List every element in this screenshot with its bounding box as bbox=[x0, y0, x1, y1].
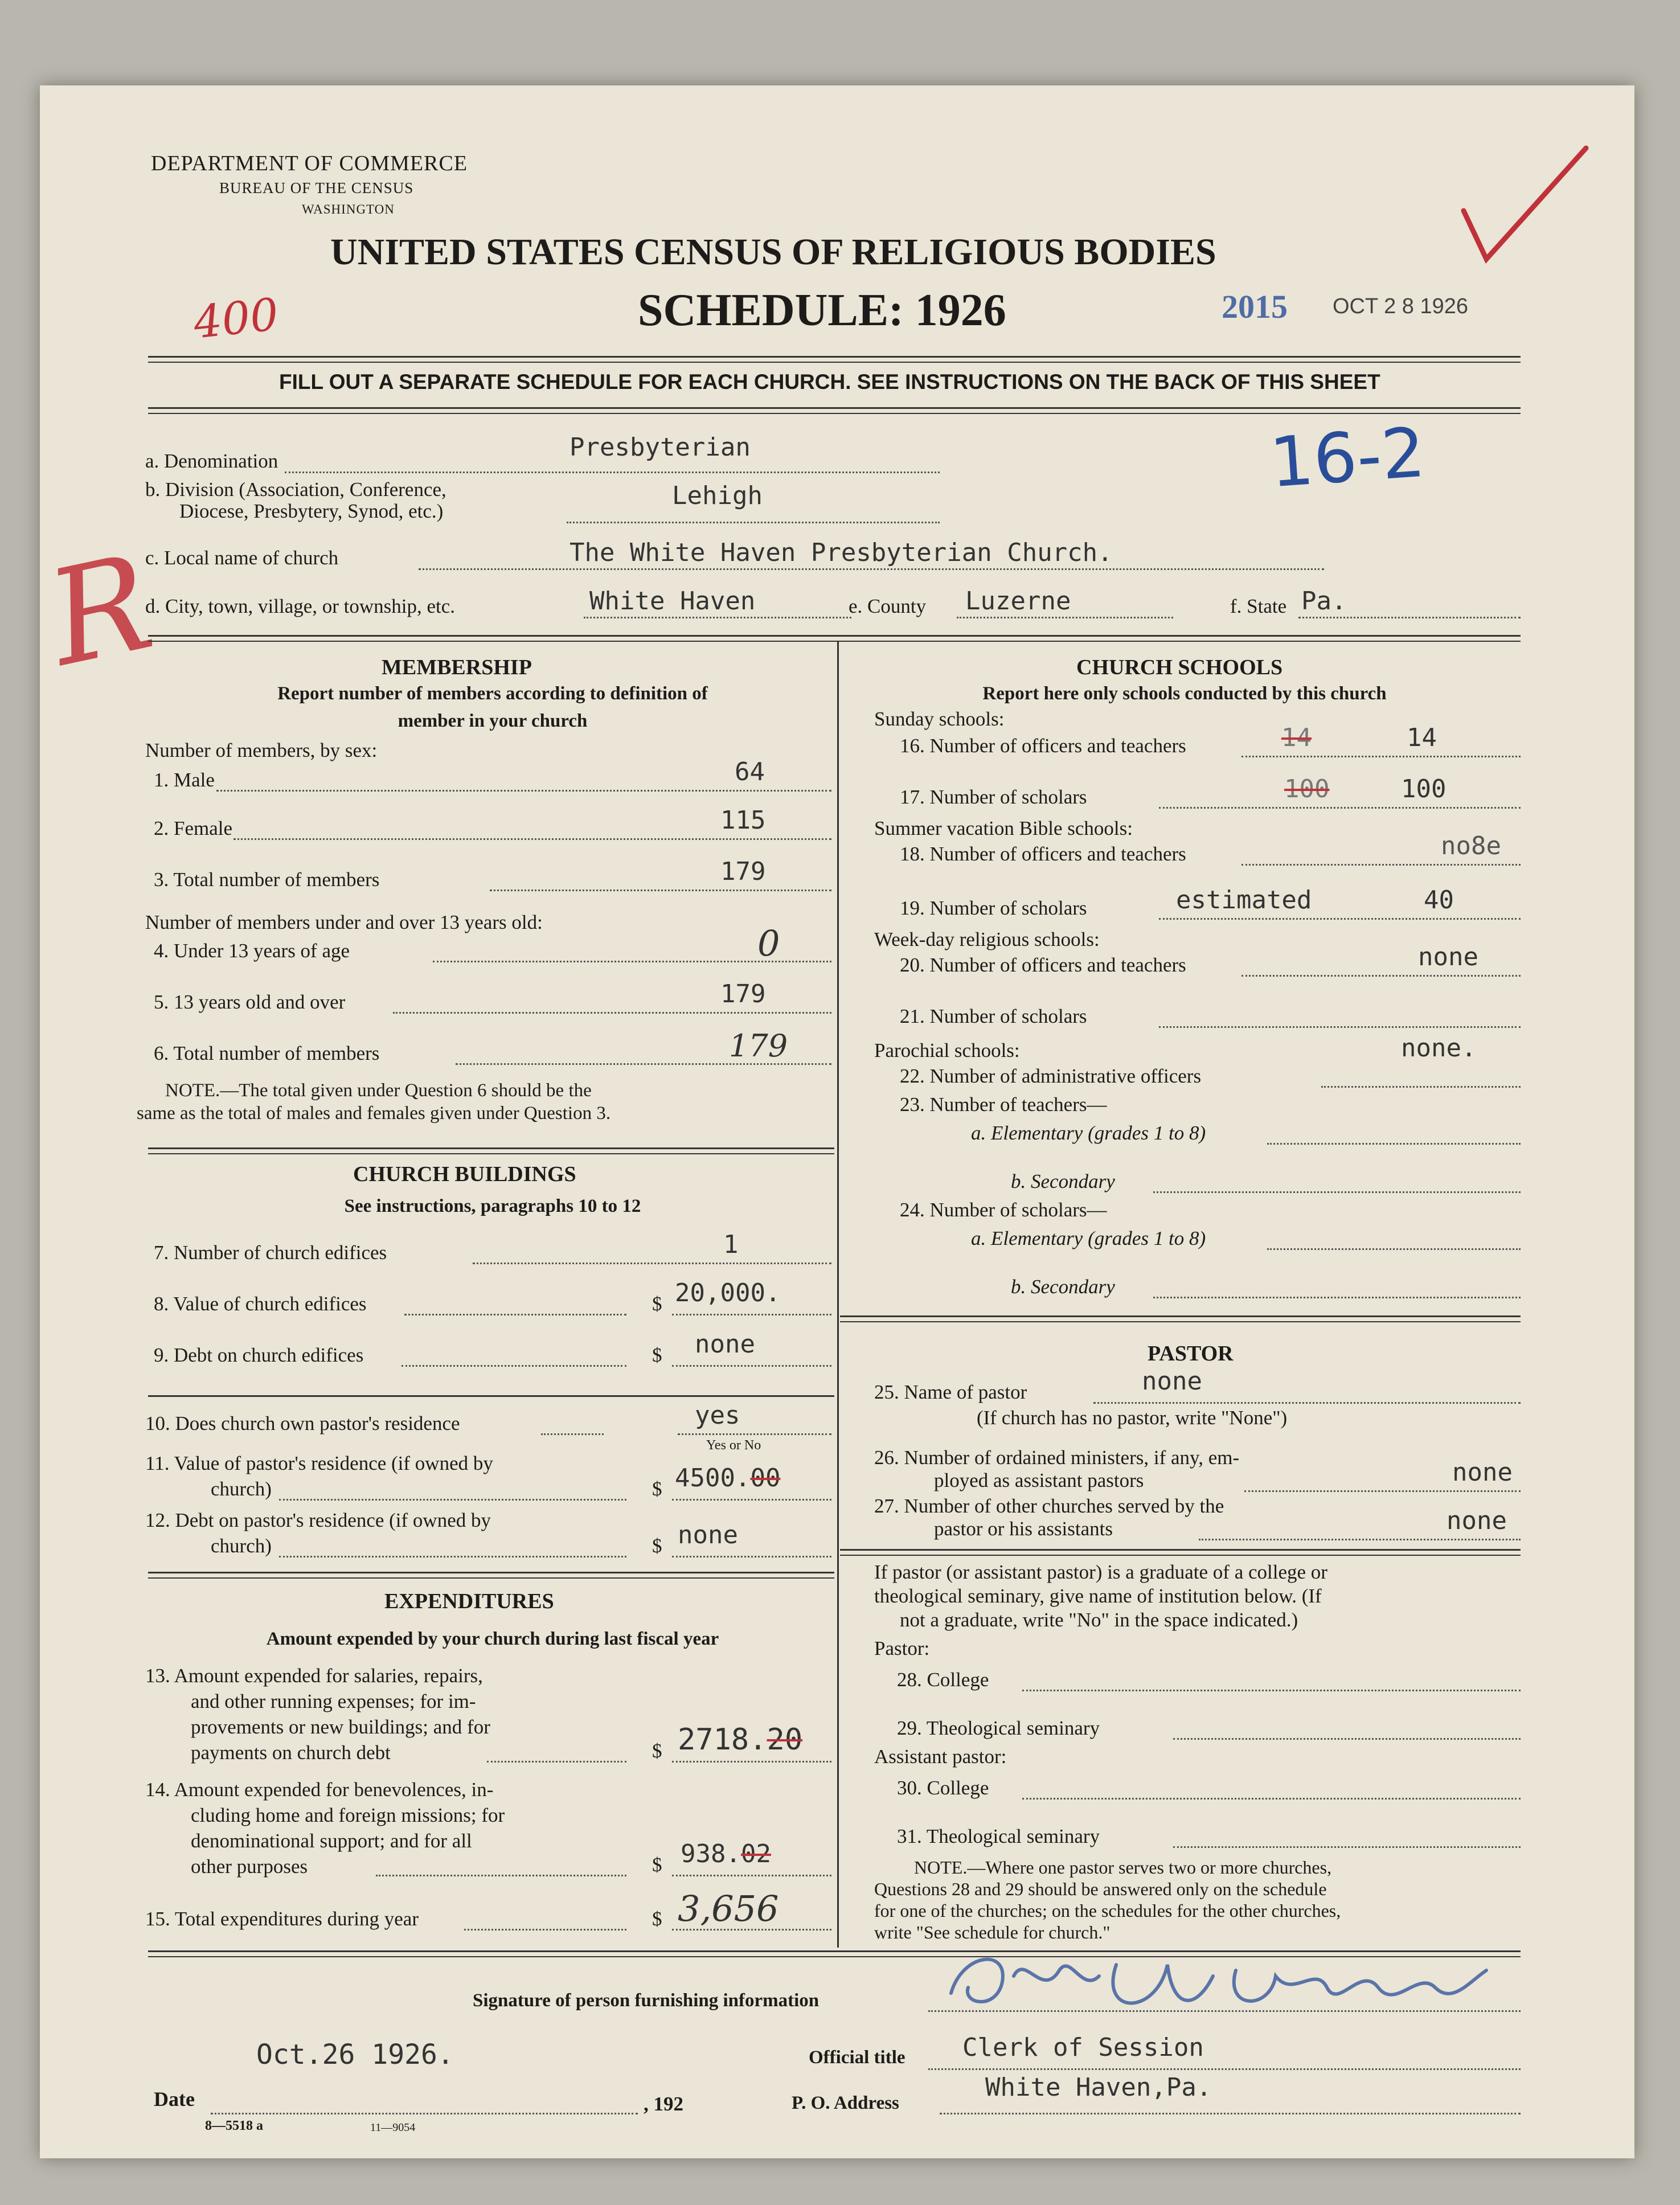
q14-line bbox=[376, 1875, 626, 1876]
denomination-value: Presbyterian bbox=[569, 433, 751, 462]
form-title: UNITED STATES CENSUS OF RELIGIOUS BODIES bbox=[330, 231, 1216, 273]
buildings-heading: CHURCH BUILDINGS bbox=[353, 1162, 576, 1186]
q28-label: 28. College bbox=[897, 1669, 989, 1691]
q12-label-2: church) bbox=[211, 1535, 272, 1557]
q24a-line bbox=[1267, 1248, 1521, 1250]
division-line bbox=[567, 522, 940, 523]
q10-line bbox=[541, 1433, 604, 1435]
q3-value: 179 bbox=[720, 857, 766, 886]
q27-line bbox=[1199, 1539, 1521, 1540]
q13-struck: 20 bbox=[767, 1723, 803, 1757]
schedule-title: SCHEDULE: 1926 bbox=[638, 285, 1006, 335]
q13-line-3: provements or new buildings; and for bbox=[191, 1716, 490, 1738]
q23a-label: a. Elementary (grades 1 to 8) bbox=[971, 1122, 1206, 1144]
q5-line bbox=[393, 1012, 831, 1014]
instruction-banner: FILL OUT A SEPARATE SCHEDULE FOR EACH CHURCH. SEE INSTRUCTIONS ON THE BACK OF THIS SHEET bbox=[279, 370, 1380, 394]
city-value: White Haven bbox=[589, 587, 756, 616]
q8-line bbox=[404, 1314, 626, 1315]
q24b-line bbox=[1153, 1297, 1521, 1298]
q13-amount-line bbox=[672, 1761, 831, 1763]
q13-line bbox=[487, 1761, 626, 1763]
check-mark-icon bbox=[1447, 137, 1595, 268]
q13-value: 2718.20 bbox=[678, 1723, 803, 1757]
q23b-line bbox=[1153, 1191, 1521, 1193]
stamp-date: OCT 2 8 1926 bbox=[1333, 294, 1469, 318]
q19-line bbox=[1159, 918, 1521, 920]
q11-line bbox=[279, 1499, 626, 1501]
q8-label: 8. Value of church edifices bbox=[154, 1293, 367, 1315]
q20-label: 20. Number of officers and teachers bbox=[900, 954, 1186, 976]
q8-amount-line bbox=[672, 1314, 831, 1315]
pastor-note-2: Questions 28 and 29 should be answered only on the schedule bbox=[874, 1879, 1327, 1899]
q23a-line bbox=[1267, 1143, 1521, 1145]
parochial-label: Parochial schools: bbox=[874, 1039, 1020, 1061]
denomination-label: a. Denomination bbox=[145, 450, 278, 472]
q16-line bbox=[1241, 756, 1521, 757]
denomination-line bbox=[285, 472, 940, 473]
q25-line bbox=[1093, 1402, 1521, 1404]
q30-label: 30. College bbox=[897, 1777, 989, 1799]
official-title-value: Clerk of Session bbox=[962, 2033, 1204, 2062]
po-address-value: White Haven,Pa. bbox=[985, 2073, 1212, 2102]
ident-rule bbox=[148, 635, 1521, 642]
q13-line-1: 13. Amount expended for salaries, repairs, bbox=[145, 1665, 483, 1687]
membership-sub-2: member in your church bbox=[398, 711, 588, 731]
q12-label-1: 12. Debt on pastor's residence (if owned by bbox=[145, 1509, 491, 1531]
division-label-2: Diocese, Presbytery, Synod, etc.) bbox=[179, 500, 444, 522]
q11-label-2: church) bbox=[211, 1478, 272, 1500]
q24-label: 24. Number of scholars— bbox=[900, 1199, 1107, 1221]
q11-value: 4500.00 bbox=[675, 1464, 781, 1493]
membership-rule bbox=[148, 1147, 834, 1154]
q13-line-4: payments on church debt bbox=[191, 1741, 391, 1764]
stamp-number: 2015 bbox=[1222, 288, 1288, 325]
q28-line bbox=[1022, 1690, 1521, 1691]
q18-value: no8e bbox=[1441, 831, 1501, 860]
q14-line-3: denominational support; and for all bbox=[191, 1830, 472, 1852]
q8-dollar: $ bbox=[652, 1293, 662, 1315]
county-line bbox=[957, 617, 1173, 618]
q9-dollar: $ bbox=[652, 1344, 662, 1366]
q20-value: none bbox=[1418, 942, 1478, 972]
q18-line bbox=[1241, 864, 1521, 866]
q5-value: 179 bbox=[720, 979, 766, 1009]
q21-line bbox=[1159, 1026, 1521, 1028]
q2-label: 2. Female bbox=[154, 817, 233, 839]
q22-label: 22. Number of administrative officers bbox=[900, 1065, 1202, 1087]
q10-hint: Yes or No bbox=[706, 1438, 761, 1453]
parochial-value: none. bbox=[1401, 1034, 1477, 1063]
grad-line-2: theological seminary, give name of institution below. (If bbox=[874, 1585, 1322, 1607]
date-label: Date bbox=[154, 2088, 195, 2110]
q17-label: 17. Number of scholars bbox=[900, 786, 1087, 808]
census-schedule-sheet bbox=[36, 85, 1634, 2158]
q2-line bbox=[233, 838, 831, 840]
q11-amount-line bbox=[672, 1499, 831, 1501]
schools-rule bbox=[840, 1315, 1521, 1322]
q17-struck: 100 bbox=[1284, 774, 1330, 804]
membership-heading: MEMBERSHIP bbox=[382, 655, 532, 679]
q12-dollar: $ bbox=[652, 1535, 662, 1557]
q15-value: 3,656 bbox=[678, 1888, 779, 1929]
q26-value: none bbox=[1452, 1458, 1513, 1487]
q15-line bbox=[464, 1929, 626, 1931]
q14-line-2: cluding home and foreign missions; for bbox=[191, 1804, 505, 1826]
signature-label: Signature of person furnishing information bbox=[473, 1990, 819, 2011]
q27-label-1: 27. Number of other churches served by the bbox=[874, 1495, 1224, 1517]
q12-amount-line bbox=[672, 1556, 831, 1558]
po-address-label: P. O. Address bbox=[792, 2093, 899, 2113]
print-number: 11—9054 bbox=[370, 2121, 416, 2134]
county-label: e. County bbox=[849, 595, 927, 617]
signature-image bbox=[928, 1931, 1498, 2027]
q29-label: 29. Theological seminary bbox=[897, 1717, 1100, 1739]
church-name-line bbox=[419, 568, 1324, 570]
q3-line bbox=[490, 890, 831, 891]
buildings-rule bbox=[148, 1572, 834, 1579]
q16-value: 14 bbox=[1407, 723, 1437, 752]
pastor-heading: PASTOR bbox=[1148, 1342, 1234, 1366]
q14-dollar: $ bbox=[652, 1854, 662, 1876]
q14-label bbox=[145, 1777, 505, 1879]
q2-value: 115 bbox=[720, 806, 766, 835]
city-label: WASHINGTON bbox=[302, 202, 395, 216]
q24b-label: b. Secondary bbox=[1011, 1276, 1115, 1298]
by-sex-label: Number of members, by sex: bbox=[145, 739, 378, 761]
sunday-label: Sunday schools: bbox=[874, 708, 1005, 730]
pastor-rule bbox=[840, 1549, 1521, 1556]
q7-line bbox=[473, 1263, 831, 1264]
weekday-label: Week-day religious schools: bbox=[874, 928, 1100, 950]
date-value: Oct.26 1926. bbox=[256, 2039, 454, 2071]
q6-label: 6. Total number of members bbox=[154, 1042, 380, 1064]
q25-hint: (If church has no pastor, write "None") bbox=[977, 1407, 1288, 1429]
q13-line-2: and other running expenses; for im- bbox=[191, 1690, 476, 1712]
q10-answer-line bbox=[678, 1433, 831, 1435]
city-label: d. City, town, village, or township, etc. bbox=[145, 595, 456, 617]
q14-line-4: other purposes bbox=[191, 1855, 308, 1878]
q20-line bbox=[1241, 975, 1521, 977]
graduate-instructions bbox=[874, 1560, 1327, 1632]
county-value: Luzerne bbox=[965, 587, 1071, 616]
handwritten-number: 400 bbox=[191, 289, 281, 349]
state-value: Pa. bbox=[1301, 587, 1347, 616]
q7-label: 7. Number of church edifices bbox=[154, 1241, 387, 1264]
header-rule-top bbox=[148, 356, 1521, 363]
q17-line bbox=[1159, 807, 1521, 809]
pastor-note-3: for one of the churches; on the schedules for the other churches, bbox=[874, 1900, 1341, 1921]
membership-note-1: NOTE.—The total given under Question 6 should be the bbox=[165, 1080, 592, 1101]
city-line bbox=[584, 617, 851, 618]
q24a-label: a. Elementary (grades 1 to 8) bbox=[971, 1227, 1206, 1249]
header-rule-bottom bbox=[148, 407, 1521, 414]
q31-line bbox=[1173, 1846, 1521, 1848]
q14-value: 938.02 bbox=[681, 1839, 771, 1868]
state-label: f. State bbox=[1230, 595, 1287, 617]
division-label-1: b. Division (Association, Conference, bbox=[145, 478, 446, 501]
q6-value: 179 bbox=[729, 1028, 788, 1064]
pastor-note-4: write "See schedule for church." bbox=[874, 1922, 1111, 1942]
schools-heading: CHURCH SCHOOLS bbox=[1076, 655, 1283, 679]
q9-label: 9. Debt on church edifices bbox=[154, 1344, 364, 1366]
q5-label: 5. 13 years old and over bbox=[154, 991, 346, 1013]
q16-struck: 14 bbox=[1281, 723, 1312, 752]
q9-value: none bbox=[695, 1330, 755, 1359]
q18-label: 18. Number of officers and teachers bbox=[900, 843, 1186, 865]
q26-label-2: ployed as assistant pastors bbox=[934, 1469, 1144, 1491]
q14-struck: 02 bbox=[740, 1839, 771, 1868]
q1-label: 1. Male bbox=[154, 769, 215, 791]
q30-line bbox=[1022, 1798, 1521, 1800]
q23b-label: b. Secondary bbox=[1011, 1170, 1115, 1192]
q1-value: 64 bbox=[735, 757, 765, 786]
q17-value: 100 bbox=[1401, 774, 1447, 804]
column-divider bbox=[837, 641, 839, 1948]
q4-label: 4. Under 13 years of age bbox=[154, 940, 350, 962]
church-name-value: The White Haven Presbyterian Church. bbox=[569, 538, 1113, 567]
form-number: 8—5518 a bbox=[205, 2118, 263, 2133]
q21-label: 21. Number of scholars bbox=[900, 1005, 1087, 1027]
q25-value: none bbox=[1142, 1367, 1202, 1396]
division-value: Lehigh bbox=[672, 481, 763, 510]
q11-label-1: 11. Value of pastor's residence (if owned by bbox=[145, 1452, 493, 1474]
q11-dollar: $ bbox=[652, 1478, 662, 1500]
department-label: DEPARTMENT OF COMMERCE bbox=[151, 151, 468, 175]
q27-value: none bbox=[1447, 1506, 1507, 1535]
q10-value: yes bbox=[695, 1401, 740, 1430]
q11-struck: 00 bbox=[750, 1464, 781, 1493]
year-label: , 192 bbox=[644, 2093, 683, 2115]
bureau-label: BUREAU OF THE CENSUS bbox=[219, 179, 414, 196]
date-line bbox=[211, 2113, 638, 2114]
q19-note: estimated bbox=[1176, 886, 1312, 915]
margin-letter: R bbox=[36, 526, 165, 696]
q19-value: 40 bbox=[1424, 886, 1454, 915]
membership-note-2: same as the total of males and females given under Question 3. bbox=[137, 1103, 611, 1124]
grad-line-3: not a graduate, write "No" in the space indicated.) bbox=[900, 1609, 1298, 1631]
age-label: Number of members under and over 13 years old: bbox=[145, 911, 543, 933]
q13-label bbox=[145, 1663, 490, 1765]
q15-dollar: $ bbox=[652, 1908, 662, 1930]
q29-line bbox=[1173, 1738, 1521, 1740]
q4-value: 0 bbox=[757, 923, 780, 964]
q14-line-1: 14. Amount expended for benevolences, in- bbox=[145, 1778, 494, 1801]
pastor-sub-label: Pastor: bbox=[874, 1637, 930, 1659]
q12-line bbox=[279, 1556, 626, 1558]
q26-line bbox=[1244, 1490, 1521, 1492]
membership-sub-1: Report number of members according to definition of bbox=[277, 683, 708, 704]
asst-pastor-label: Assistant pastor: bbox=[874, 1745, 1007, 1768]
buildings-sub: See instructions, paragraphs 10 to 12 bbox=[344, 1196, 641, 1216]
q8-value: 20,000. bbox=[675, 1278, 781, 1308]
summer-label: Summer vacation Bible schools: bbox=[874, 817, 1133, 839]
q7-value: 1 bbox=[723, 1230, 739, 1259]
po-address-line bbox=[940, 2113, 1521, 2114]
q15-label: 15. Total expenditures during year bbox=[145, 1908, 419, 1930]
q27-label-2: pastor or his assistants bbox=[934, 1518, 1113, 1540]
q13-dollar: $ bbox=[652, 1740, 662, 1762]
handwritten-code: 16-2 bbox=[1267, 413, 1428, 503]
q12-value: none bbox=[678, 1520, 738, 1550]
state-line bbox=[1298, 617, 1521, 618]
expenditures-heading: EXPENDITURES bbox=[384, 1589, 554, 1613]
q1-line bbox=[216, 790, 831, 792]
q26-label-1: 26. Number of ordained ministers, if any, em- bbox=[874, 1446, 1240, 1469]
q16-label: 16. Number of officers and teachers bbox=[900, 735, 1186, 757]
official-title-label: Official title bbox=[809, 2047, 905, 2068]
church-name-label: c. Local name of church bbox=[145, 547, 339, 569]
grad-line-1: If pastor (or assistant pastor) is a graduate of a college or bbox=[874, 1561, 1327, 1583]
q23-label: 23. Number of teachers— bbox=[900, 1093, 1107, 1116]
buildings-mid-rule bbox=[148, 1395, 834, 1397]
q22-line bbox=[1321, 1086, 1521, 1088]
q25-label: 25. Name of pastor bbox=[874, 1381, 1027, 1403]
expenditures-sub: Amount expended by your church during last fiscal year bbox=[266, 1629, 719, 1649]
q31-label: 31. Theological seminary bbox=[897, 1825, 1100, 1847]
q14-amount-line bbox=[672, 1875, 831, 1876]
q10-label: 10. Does church own pastor's residence bbox=[145, 1412, 460, 1435]
official-title-line bbox=[928, 2068, 1521, 2070]
q3-label: 3. Total number of members bbox=[154, 868, 380, 891]
q9-line bbox=[401, 1365, 626, 1367]
pastor-note-1: NOTE.—Where one pastor serves two or more churches, bbox=[914, 1857, 1332, 1878]
q19-label: 19. Number of scholars bbox=[900, 897, 1087, 919]
q9-amount-line bbox=[672, 1365, 831, 1367]
schools-sub: Report here only schools conducted by this church bbox=[982, 683, 1387, 704]
